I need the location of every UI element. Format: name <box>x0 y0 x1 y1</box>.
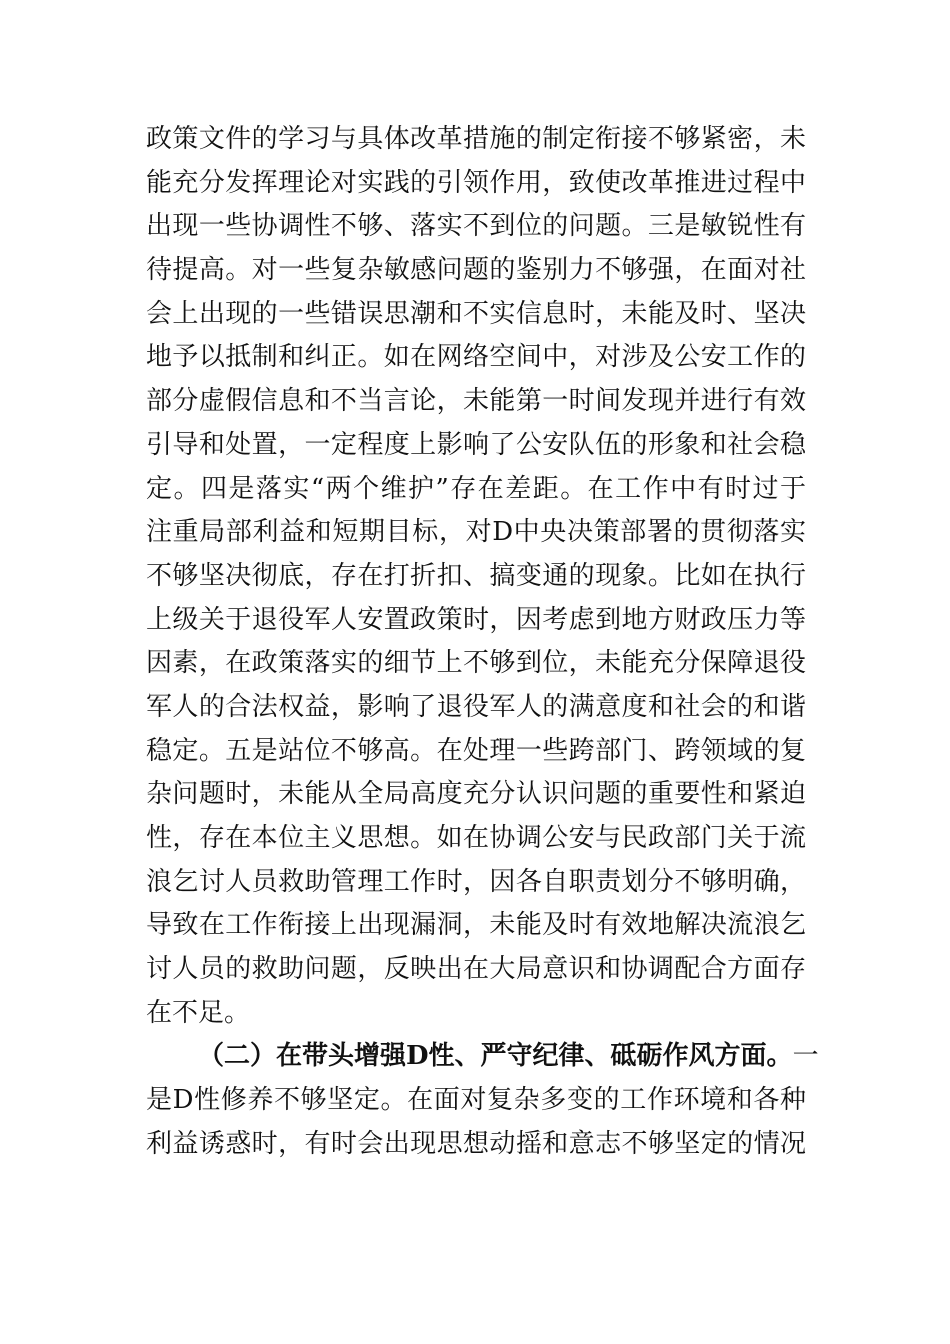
section-heading-tail: 一 <box>792 1041 819 1072</box>
text-line: 导致在工作衔接上出现漏洞，未能及时有效地解决流浪乞 <box>146 910 806 941</box>
text-line: 在不足。 <box>146 997 251 1028</box>
section-heading: （二）在带头增强D性、严守纪律、砥砺作风方面。 <box>198 1041 793 1072</box>
text-line: 会上出现的一些错误思潮和不实信息时，未能及时、坚决 <box>146 298 806 329</box>
text-line: 利益诱惑时，有时会出现思想动摇和意志不够坚定的情况 <box>146 1128 806 1159</box>
text-line: 上级关于退役军人安置政策时，因考虑到地方财政压力等 <box>146 604 806 635</box>
text-line: 定。四是落实“两个维护”存在差距。在工作中有时过于 <box>146 473 806 504</box>
text-line: 杂问题时，未能从全局高度充分认识问题的重要性和紧迫 <box>146 779 806 810</box>
text-line: 因素，在政策落实的细节上不够到位，未能充分保障退役 <box>146 648 806 679</box>
text-line: 地予以抵制和纠正。如在网络空间中，对涉及公安工作的 <box>146 342 806 373</box>
text-line: 部分虚假信息和不当言论，未能第一时间发现并进行有效 <box>146 386 806 417</box>
text-line: 待提高。对一些复杂敏感问题的鉴别力不够强，在面对社 <box>146 255 806 286</box>
text-line: 浪乞讨人员救助管理工作时，因各自职责划分不够明确， <box>146 866 806 897</box>
text-line: 政策文件的学习与具体改革措施的制定衔接不够紧密，未 <box>146 124 806 154</box>
body-text <box>146 118 819 1167</box>
text-line: 注重局部利益和短期目标，对D中央决策部署的贯彻落实 <box>146 517 806 548</box>
text-line: 军人的合法权益，影响了退役军人的满意度和社会的和谐 <box>146 691 806 722</box>
text-line: 性，存在本位主义思想。如在协调公安与民政部门关于流 <box>146 823 806 853</box>
text-line: 稳定。五是站位不够高。在处理一些跨部门、跨领域的复 <box>146 735 806 766</box>
text-line: 不够坚决彻底，存在打折扣、搞变通的现象。比如在执行 <box>146 560 806 591</box>
text-line: 讨人员的救助问题，反映出在大局意识和协调配合方面存 <box>146 954 806 985</box>
section-heading-line <box>146 1035 819 1079</box>
text-line: 引导和处置，一定程度上影响了公安队伍的形象和社会稳 <box>146 429 806 460</box>
text-line: 能充分发挥理论对实践的引领作用，致使改革推进过程中 <box>146 167 806 198</box>
text-line: 出现一些协调性不够、落实不到位的问题。三是敏锐性有 <box>146 211 806 242</box>
text-line: 是D性修养不够坚定。在面对复杂多变的工作环境和各种 <box>146 1085 806 1116</box>
